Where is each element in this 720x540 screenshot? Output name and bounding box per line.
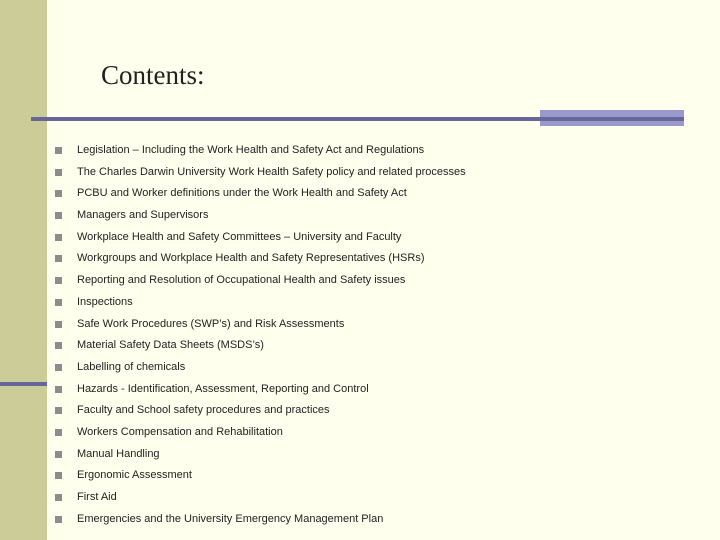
- list-item: [0, 356, 720, 378]
- square-bullet-icon: [55, 299, 62, 306]
- square-bullet-icon: [55, 169, 62, 176]
- list-item-text: First Aid: [77, 491, 117, 503]
- list-item-text: Faculty and School safety procedures and practices: [77, 404, 330, 417]
- list-item-text: Material Safety Data Sheets (MSDS’s): [77, 339, 264, 352]
- list-item: [0, 508, 720, 530]
- list-item-text: Reporting and Resolution of Occupational Health and Safety issues: [77, 274, 406, 287]
- square-bullet-icon: [55, 386, 62, 393]
- list-item: [0, 334, 720, 356]
- square-bullet-icon: [55, 190, 62, 197]
- square-bullet-icon: [55, 451, 62, 458]
- list-item: [0, 161, 720, 183]
- list-item-text: Hazards - Identification, Assessment, Reporting and Control: [77, 382, 369, 395]
- list-item-text: Emergencies and the University Emergency Management Plan: [77, 512, 384, 525]
- list-item-text: Workplace Health and Safety Committees – University and Faculty: [77, 230, 402, 243]
- slide-title: Contents:: [101, 60, 205, 90]
- square-bullet-icon: [55, 147, 62, 154]
- square-bullet-icon: [55, 472, 62, 479]
- list-item-text: Workers Compensation and Rehabilitation: [77, 425, 283, 438]
- contents-list: [0, 139, 720, 529]
- list-item-text: Safe Work Procedures (SWP’s) and Risk Assessments: [77, 317, 345, 330]
- square-bullet-icon: [55, 234, 62, 241]
- list-item-text: Legislation – Including the Work Health and Safety Act and Regulations: [77, 144, 425, 156]
- list-item: [0, 399, 720, 421]
- list-item-text: Labelling of chemicals: [77, 360, 186, 373]
- title-rule-accent: [540, 110, 684, 126]
- square-bullet-icon: [55, 407, 62, 414]
- square-bullet-icon: [55, 494, 62, 501]
- square-bullet-icon: [55, 364, 62, 371]
- list-item-text: Workgroups and Workplace Health and Safety Representatives (HSRs): [77, 252, 425, 265]
- list-item: [0, 443, 720, 465]
- list-item-text: The Charles Darwin University Work Health Safety policy and related processes: [77, 165, 466, 178]
- list-item: [0, 139, 720, 161]
- square-bullet-icon: [55, 277, 62, 284]
- square-bullet-icon: [55, 342, 62, 349]
- list-item: [0, 486, 720, 508]
- list-item: [0, 464, 720, 486]
- square-bullet-icon: [55, 321, 62, 328]
- list-item: [0, 182, 720, 204]
- list-item: [0, 291, 720, 313]
- square-bullet-icon: [55, 212, 62, 219]
- list-item: [0, 378, 720, 400]
- list-item-text: PCBU and Worker definitions under the Work Health and Safety Act: [77, 187, 407, 200]
- title-rule: [31, 117, 540, 121]
- list-item-text: Managers and Supervisors: [77, 209, 209, 222]
- list-item-text: Inspections: [77, 295, 133, 308]
- square-bullet-icon: [55, 516, 62, 523]
- square-bullet-icon: [55, 429, 62, 436]
- list-item: [0, 269, 720, 291]
- list-item: [0, 226, 720, 248]
- list-item: [0, 247, 720, 269]
- list-item-text: Ergonomic Assessment: [77, 469, 192, 482]
- list-item: [0, 313, 720, 335]
- list-item-text: Manual Handling: [77, 447, 160, 460]
- list-item: [0, 421, 720, 443]
- square-bullet-icon: [55, 255, 62, 262]
- list-item: [0, 204, 720, 226]
